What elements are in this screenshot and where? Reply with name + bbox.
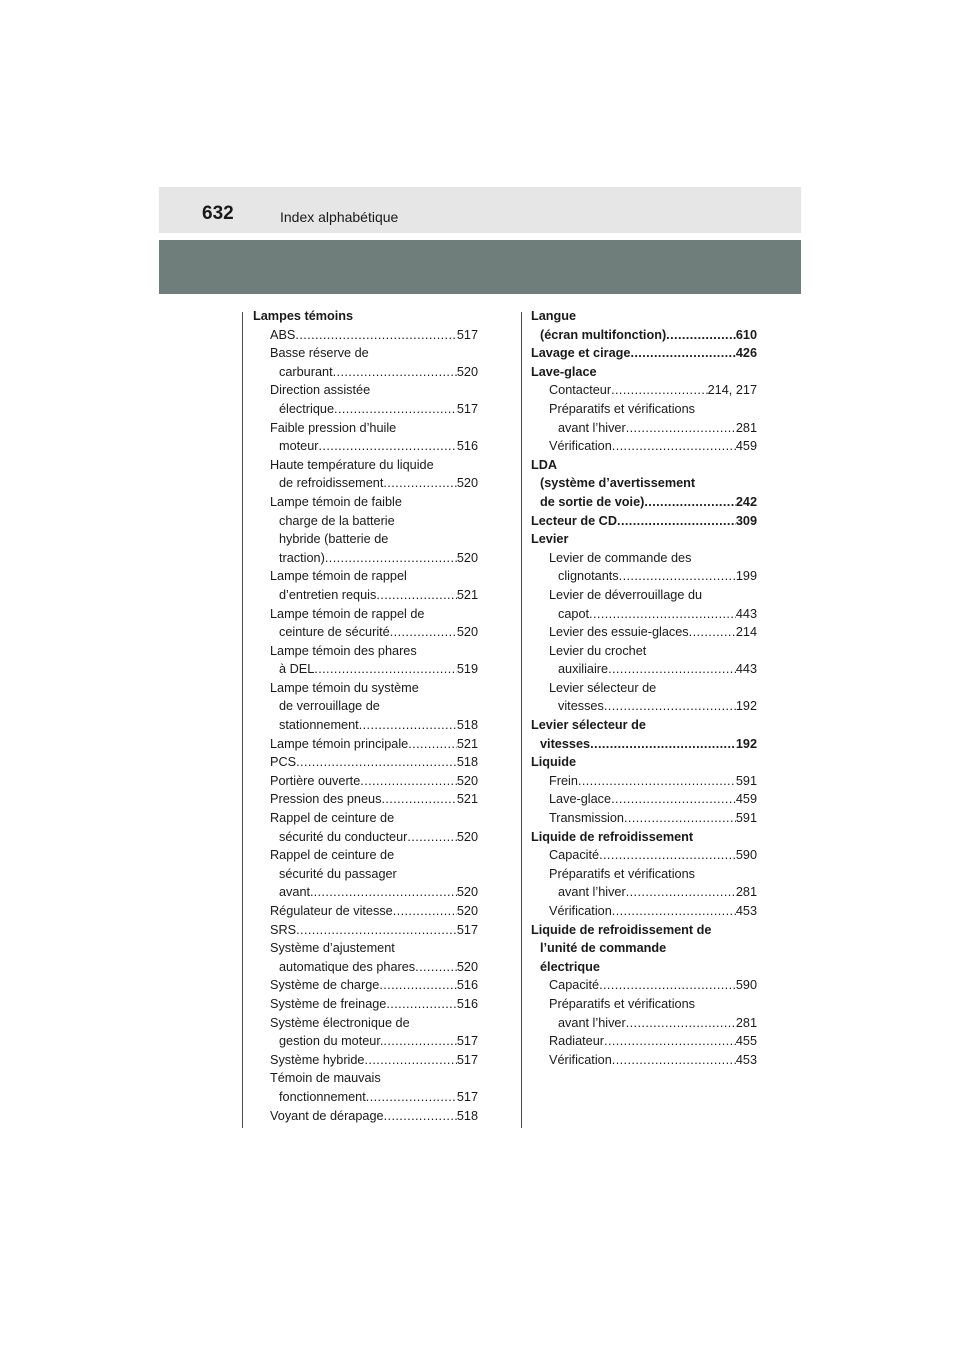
dot-leader — [612, 1051, 736, 1070]
dot-leader — [599, 846, 736, 865]
index-entry — [242, 381, 478, 400]
index-entry — [521, 456, 757, 475]
index-entry — [242, 828, 478, 847]
index-entry-label: Levier — [531, 532, 569, 547]
index-entry-label: vitesses — [540, 736, 591, 751]
index-entry-label: vitesses — [558, 699, 604, 714]
dot-leader — [666, 326, 736, 345]
index-entry-label: Système de freinage — [270, 996, 387, 1011]
dot-leader — [624, 809, 736, 828]
index-entry — [242, 307, 478, 326]
index-entry-page: 453 — [735, 1052, 757, 1067]
index-entry — [242, 902, 478, 921]
index-entry — [242, 1051, 478, 1070]
index-entry-page: 281 — [735, 420, 757, 435]
index-entry-label: Liquide — [531, 755, 577, 770]
index-entry-label: à DEL — [279, 662, 315, 677]
index-entry-label: électrique — [279, 401, 335, 416]
dot-leader — [408, 735, 457, 754]
index-entry-page: 520 — [456, 625, 478, 640]
index-entry-page: 518 — [456, 755, 478, 770]
index-entry-label: Basse réserve de — [270, 346, 369, 361]
index-entry — [521, 1051, 757, 1070]
index-entry-page: 591 — [735, 811, 757, 826]
index-entry — [242, 735, 478, 754]
index-entry — [521, 493, 757, 512]
index-entry — [521, 976, 757, 995]
index-entry-label: charge de la batterie — [279, 513, 395, 528]
index-entry — [521, 828, 757, 847]
index-entry — [521, 586, 757, 605]
dot-leader — [589, 605, 736, 624]
index-entry — [521, 549, 757, 568]
index-entry — [521, 605, 757, 624]
index-entry-page: 517 — [456, 401, 478, 416]
index-entry-page: 455 — [735, 1034, 757, 1049]
header-bar — [159, 187, 801, 233]
index-entry-page: 519 — [456, 662, 478, 677]
index-entry — [242, 530, 478, 549]
index-entry-page: 214 — [735, 625, 757, 640]
index-entry-page: 518 — [456, 718, 478, 733]
dot-leader — [319, 437, 457, 456]
index-entry-page: 517 — [456, 327, 478, 342]
index-entry — [521, 865, 757, 884]
index-entry — [521, 679, 757, 698]
index-entry — [521, 1014, 757, 1033]
index-entry-label: Levier du crochet — [549, 643, 647, 658]
index-entry-label: Pression des pneus — [270, 792, 382, 807]
index-entry — [242, 456, 478, 475]
index-entry-label: Radiateur — [549, 1034, 605, 1049]
index-entry — [242, 716, 478, 735]
index-entry-page: 443 — [735, 662, 757, 677]
index-entry-page: 520 — [456, 476, 478, 491]
section-title: Index alphabétique — [280, 209, 399, 225]
index-entry — [521, 400, 757, 419]
index-entry-label: Lampe témoin de rappel — [270, 569, 407, 584]
index-entry — [521, 958, 757, 977]
dot-leader — [384, 1107, 457, 1126]
index-entry-label: Lampe témoin du système — [270, 680, 419, 695]
index-entry-page: 192 — [735, 699, 757, 714]
index-entry — [242, 419, 478, 438]
dot-leader — [608, 660, 736, 679]
index-entry-label: Système hybride — [270, 1052, 365, 1067]
index-entry-page: 590 — [735, 848, 757, 863]
index-entry-label: traction) — [279, 550, 325, 565]
index-entry-label: Faible pression d’huile — [270, 420, 397, 435]
index-entry — [521, 512, 757, 531]
dot-leader — [617, 512, 736, 531]
index-entry-page: 520 — [456, 959, 478, 974]
index-entry — [242, 512, 478, 531]
index-entry-label: fonctionnement — [279, 1089, 366, 1104]
index-entry-label: Rappel de ceinture de — [270, 848, 395, 863]
index-entry — [521, 1032, 757, 1051]
index-entry-label: Capacité — [549, 848, 600, 863]
dot-leader — [611, 381, 708, 400]
dot-leader — [325, 549, 457, 568]
index-entry — [521, 846, 757, 865]
index-entry-page: 242 — [735, 494, 757, 509]
section-band — [159, 240, 801, 294]
dot-leader — [578, 772, 736, 791]
index-entry-label: PCS — [270, 755, 297, 770]
index-entry — [242, 400, 478, 419]
index-entry-label: d’entretien requis — [279, 587, 377, 602]
dot-leader — [334, 400, 457, 419]
page-number: 632 — [202, 203, 234, 224]
index-entry-label: Rappel de ceinture de — [270, 811, 395, 826]
index-entry-label: Lecteur de CD — [531, 513, 618, 528]
index-entry-label: Direction assistée — [270, 383, 371, 398]
dot-leader — [390, 623, 457, 642]
index-entry-page: 199 — [735, 569, 757, 584]
index-entry-label: Liquide de refroidissement — [531, 829, 694, 844]
index-entry — [521, 567, 757, 586]
index-entry — [521, 790, 757, 809]
dot-leader — [383, 474, 456, 493]
index-entry — [521, 939, 757, 958]
index-entry — [521, 772, 757, 791]
index-entry-label: auxiliaire — [558, 662, 609, 677]
index-column-right — [521, 307, 757, 1069]
index-entry-label: électrique — [540, 959, 600, 974]
index-entry — [242, 772, 478, 791]
index-entry — [242, 344, 478, 363]
index-entry — [521, 697, 757, 716]
index-entry — [242, 605, 478, 624]
index-entry — [521, 307, 757, 326]
index-entry — [242, 995, 478, 1014]
index-entry-page: 591 — [735, 773, 757, 788]
index-entry-label: Levier sélecteur de — [549, 680, 657, 695]
index-entry — [521, 474, 757, 493]
index-entry — [521, 344, 757, 363]
dot-leader — [314, 660, 457, 679]
dot-leader — [415, 958, 457, 977]
index-entry — [521, 326, 757, 345]
index-entry — [242, 958, 478, 977]
index-entry-label: avant l’hiver — [558, 420, 626, 435]
index-entry-label: avant l’hiver — [558, 1015, 626, 1030]
index-entry-page: 516 — [456, 978, 478, 993]
index-entry-label: Vérification — [549, 439, 612, 454]
index-entry — [242, 939, 478, 958]
index-entry — [242, 883, 478, 902]
dot-leader — [689, 623, 736, 642]
dot-leader — [590, 735, 736, 754]
dot-leader — [383, 1032, 456, 1051]
index-entry-label: hybride (batterie de — [279, 532, 389, 547]
index-entry-label: carburant — [279, 364, 333, 379]
index-entry — [242, 493, 478, 512]
index-entry — [521, 419, 757, 438]
index-entry — [242, 1014, 478, 1033]
index-entry — [242, 363, 478, 382]
dot-leader — [604, 1032, 736, 1051]
dot-leader — [626, 419, 736, 438]
index-entry-label: Système d’ajustement — [270, 941, 395, 956]
index-entry-label: avant l’hiver — [558, 885, 626, 900]
index-entry-label: ceinture de sécurité — [279, 625, 390, 640]
index-entry-label: Transmission — [549, 811, 624, 826]
index-entry — [242, 567, 478, 586]
index-entry-label: Frein — [549, 773, 578, 788]
dot-leader — [393, 902, 457, 921]
index-entry — [521, 660, 757, 679]
dot-leader — [314, 883, 457, 902]
index-entry — [242, 474, 478, 493]
index-entry-label: Vérification — [549, 1052, 612, 1067]
index-column-left — [242, 307, 478, 1125]
index-entry-label: Lampes témoins — [253, 309, 354, 323]
index-entry-label: ABS — [270, 327, 296, 342]
dot-leader — [612, 437, 736, 456]
index-entry — [242, 623, 478, 642]
dot-leader — [379, 976, 457, 995]
dot-leader — [626, 883, 736, 902]
dot-leader — [376, 586, 456, 605]
index-entry — [242, 865, 478, 884]
index-entry-label: Langue — [531, 309, 577, 323]
index-entry-page: 520 — [456, 829, 478, 844]
index-entry-label: avant. — [279, 885, 314, 900]
index-entry-label: Système électronique de — [270, 1015, 410, 1030]
dot-leader — [381, 790, 456, 809]
index-entry-label: Liquide de refroidissement de — [531, 922, 712, 937]
index-entry — [242, 586, 478, 605]
index-entry-label: sécurité du conducteur — [279, 829, 408, 844]
index-entry-label: Préparatifs et vérifications — [549, 996, 695, 1011]
index-entry-label: Système de charge — [270, 978, 380, 993]
dot-leader — [630, 344, 735, 363]
index-entry-label: Voyant de dérapage — [270, 1108, 384, 1123]
index-entry-page: 521 — [456, 792, 478, 807]
index-entry-label: automatique des phares — [279, 959, 416, 974]
index-entry-label: de refroidissement — [279, 476, 384, 491]
index-entry — [521, 809, 757, 828]
index-entry-label: SRS — [270, 922, 297, 937]
index-entry — [242, 326, 478, 345]
index-entry — [242, 437, 478, 456]
index-entry — [242, 846, 478, 865]
index-entry-label: Lampe témoin de faible — [270, 494, 402, 509]
index-entry-page: 309 — [735, 513, 757, 528]
index-entry — [242, 1069, 478, 1088]
index-entry-label: sécurité du passager — [279, 866, 397, 881]
index-entry-label: LDA — [531, 457, 558, 472]
index-entry — [521, 642, 757, 661]
index-entry — [242, 549, 478, 568]
index-entry — [242, 976, 478, 995]
index-entry-label: Haute température du liquide — [270, 457, 434, 472]
index-entry — [242, 697, 478, 716]
index-entry-page: 443 — [735, 606, 757, 621]
dot-leader — [333, 363, 457, 382]
index-entry-page: 459 — [735, 792, 757, 807]
index-entry — [242, 660, 478, 679]
index-entry-label: Lampe témoin de rappel de — [270, 606, 425, 621]
index-entry — [521, 902, 757, 921]
index-entry-label: stationnement — [279, 718, 359, 733]
index-entry — [521, 363, 757, 382]
index-entry-label: moteur — [279, 439, 319, 454]
dot-leader — [626, 1014, 736, 1033]
dot-leader — [359, 716, 457, 735]
dot-leader — [407, 828, 456, 847]
index-entry — [242, 753, 478, 772]
dot-leader — [599, 976, 736, 995]
index-entry-page: 517 — [456, 922, 478, 937]
index-entry-label: capot — [558, 606, 590, 621]
index-entry-page: 520 — [456, 904, 478, 918]
index-entry-label: Lavage et cirage — [531, 346, 631, 361]
index-entry-page: 281 — [735, 885, 757, 900]
index-entry-label: l’unité de commande — [540, 941, 667, 956]
dot-leader — [604, 697, 736, 716]
index-entry — [521, 716, 757, 735]
index-entry-page: 610 — [735, 327, 757, 342]
dot-leader — [366, 1088, 457, 1107]
index-entry — [521, 437, 757, 456]
index-entry — [521, 883, 757, 902]
index-entry — [242, 809, 478, 828]
index-entry-label: Lampe témoin des phares — [270, 643, 417, 658]
index-entry — [242, 1088, 478, 1107]
index-entry — [521, 623, 757, 642]
index-entry-label: Capacité — [549, 978, 600, 993]
index-entry-label: Lave-glace — [531, 364, 597, 379]
dot-leader — [295, 326, 456, 345]
index-entry — [521, 753, 757, 772]
index-entry — [242, 790, 478, 809]
dot-leader — [360, 772, 457, 791]
index-entry-label: de sortie de voie) — [540, 494, 645, 509]
index-entry-label: Vérification — [549, 904, 612, 918]
index-entry-page: 517 — [456, 1034, 478, 1049]
index-entry-label: Levier des essuie-glaces — [549, 625, 689, 640]
dot-leader — [612, 902, 736, 921]
index-entry — [242, 921, 478, 940]
index-entry-label: Levier sélecteur de — [531, 718, 646, 733]
dot-leader — [365, 1051, 457, 1070]
index-entry — [521, 995, 757, 1014]
dot-leader — [644, 493, 735, 512]
index-entry-page: 517 — [456, 1052, 478, 1067]
index-entry-label: Levier de commande des — [549, 550, 692, 565]
index-entry-label: (système d’avertissement — [540, 476, 696, 491]
dot-leader — [296, 921, 457, 940]
dot-leader — [619, 567, 736, 586]
index-entry-label: clignotants — [558, 569, 619, 584]
index-entry — [521, 530, 757, 549]
index-entry-page: 520 — [456, 773, 478, 788]
index-entry — [242, 679, 478, 698]
index-entry-label: Témoin de mauvais — [270, 1071, 381, 1086]
dot-leader — [296, 753, 457, 772]
index-entry — [242, 642, 478, 661]
index-entry-label: Levier de déverrouillage du — [549, 587, 703, 602]
index-entry-label: Préparatifs et vérifications — [549, 866, 695, 881]
index-entry-label: de verrouillage de — [279, 699, 380, 714]
index-entry-page: 520 — [456, 550, 478, 565]
index-entry-page: 281 — [735, 1015, 757, 1030]
index-entry-label: Régulateur de vitesse — [270, 904, 393, 918]
index-entry-page: 520 — [456, 885, 478, 900]
index-entry-page: 516 — [456, 996, 478, 1011]
index-entry — [242, 1107, 478, 1126]
index-entry-page: 192 — [735, 736, 757, 751]
index-entry-page: 453 — [735, 904, 757, 918]
index-entry — [521, 921, 757, 940]
index-entry-page: 459 — [735, 439, 757, 454]
index-entry-label: (écran multifonction) — [540, 327, 667, 342]
index-entry-label: Portière ouverte — [270, 773, 361, 788]
index-entry — [521, 381, 757, 400]
index-entry-label: gestion du moteur. — [279, 1034, 384, 1049]
index-entry-label: Lave-glace — [549, 792, 612, 807]
index-entry-page: 590 — [735, 978, 757, 993]
index-entry-page: 517 — [456, 1089, 478, 1104]
index-entry-label: Contacteur — [549, 383, 612, 398]
index-entry-page: 518 — [456, 1108, 478, 1123]
index-entry-page: 521 — [456, 587, 478, 602]
index-entry-page: 516 — [456, 439, 478, 454]
index-entry-label: Lampe témoin principale — [270, 736, 409, 751]
index-entry — [242, 1032, 478, 1051]
index-entry-label: Préparatifs et vérifications — [549, 401, 695, 416]
index-entry-page: 521 — [456, 736, 478, 751]
dot-leader — [386, 995, 456, 1014]
index-entry-page: 426 — [735, 346, 757, 361]
index-entry-page: 520 — [456, 364, 478, 379]
index-entry — [521, 735, 757, 754]
index-entry-page: 214, 217 — [707, 383, 757, 398]
dot-leader — [611, 790, 736, 809]
